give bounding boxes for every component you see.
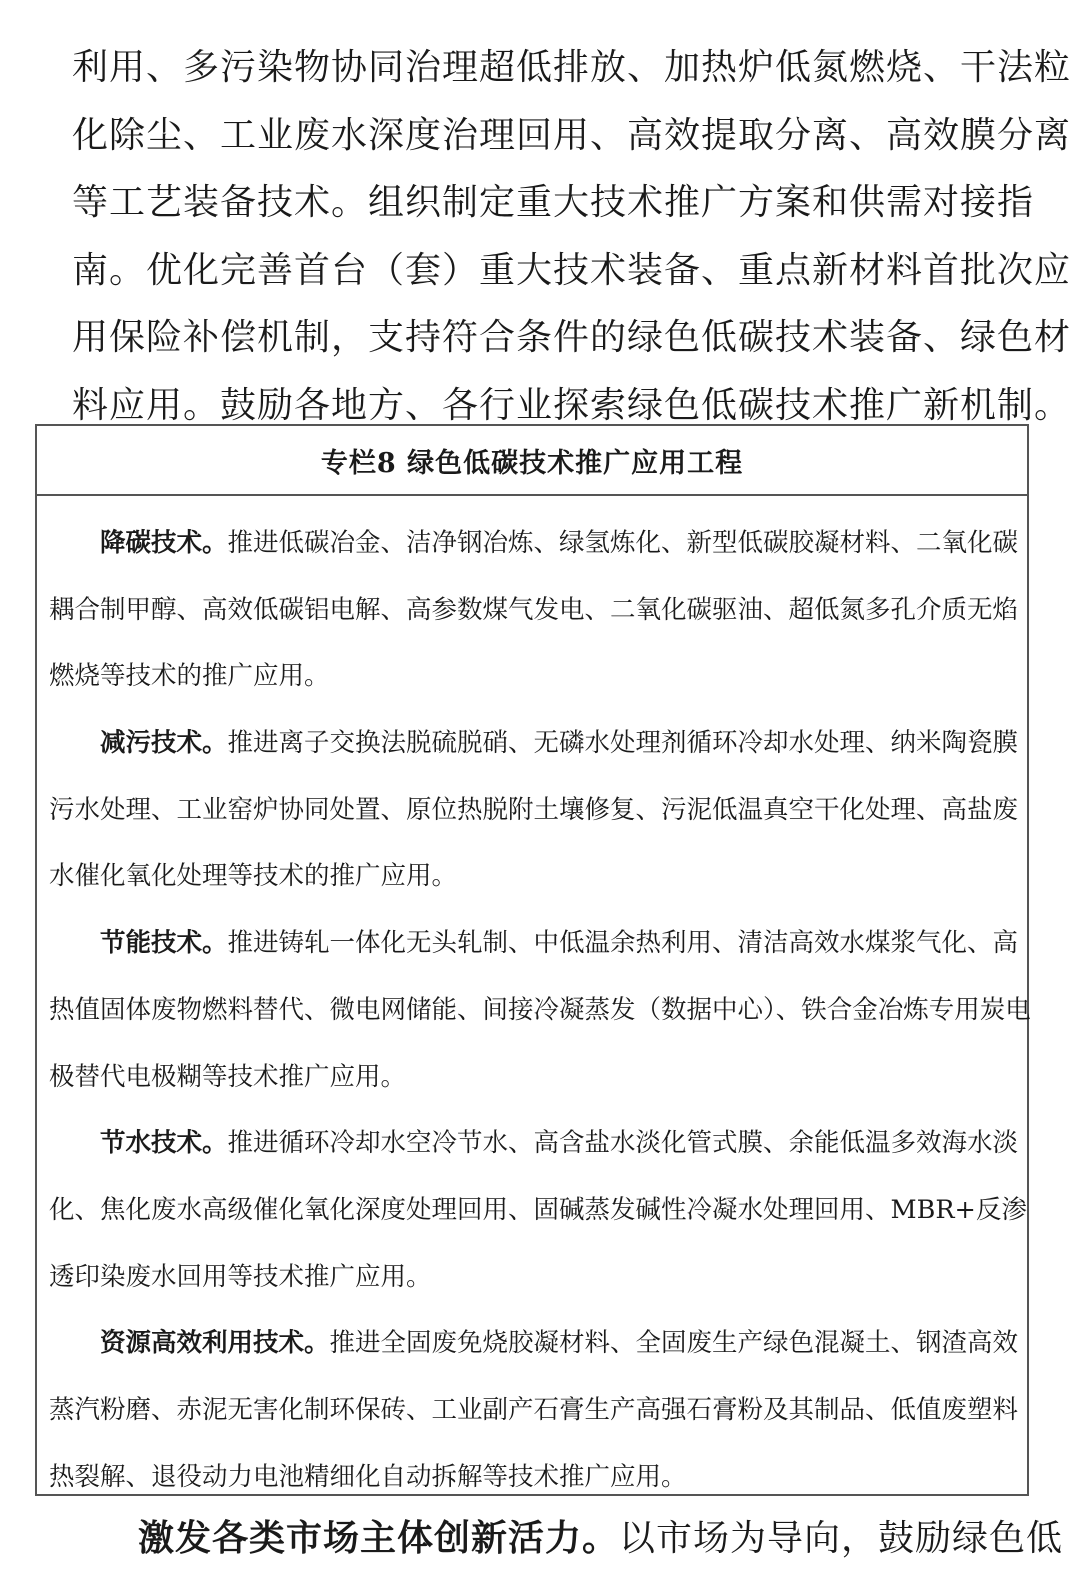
column-box xyxy=(35,424,1029,1496)
item-lead: 降碳技术。 xyxy=(100,528,228,558)
item-resource-efficiency xyxy=(49,1310,1017,1510)
paragraph-text: 以市场为导向，鼓励绿色低 xyxy=(619,1518,1064,1559)
item-text: 推进低碳冶金、洁净钢冶炼、绿氢炼化、新型低碳胶凝材料、二氧化碳 xyxy=(227,528,1019,558)
paragraph-line: 等工艺装备技术。组织制定重大技术推广方案和供需对接指 xyxy=(72,182,1035,223)
item-line: 透印染废水回用等技术推广应用。 xyxy=(49,1261,432,1292)
box-title: 专栏8 绿色低碳技术推广应用工程 xyxy=(37,426,1027,496)
closing-paragraph xyxy=(72,1505,1064,1572)
item-line: 蒸汽粉磨、赤泥无害化制环保砖、工业副产石膏生产高强石膏粉及其制品、低值废塑料 xyxy=(49,1394,1019,1425)
paragraph-line: 用保险补偿机制，支持符合条件的绿色低碳技术装备、绿色材 xyxy=(72,317,1072,358)
item-line: 极替代电极糊等技术推广应用。 xyxy=(49,1061,407,1092)
item-line xyxy=(49,510,1017,577)
item-line: 水催化氧化处理等技术的推广应用。 xyxy=(49,861,458,892)
item-line: 热值固体废物燃料替代、微电网储能、间接冷凝蒸发（数据中心）、铁合金冶炼专用炭电 xyxy=(49,994,1031,1025)
item-line: 燃烧等技术的推广应用。 xyxy=(49,661,330,692)
item-lead: 节能技术。 xyxy=(100,928,228,959)
paragraph-line: 料应用。鼓励各地方、各行业探索绿色低碳技术推广新机制。 xyxy=(72,384,1072,426)
item-water-saving xyxy=(49,1110,1027,1310)
paragraph-lead: 激发各类市场主体创新活力。 xyxy=(138,1518,620,1559)
paragraph-line: 利用、多污染物协同治理超低排放、加热炉低氮燃烧、干法粒 xyxy=(72,47,1072,88)
item-text: 推进铸轧一体化无头轧制、中低温余热利用、清洁高效水煤浆气化、高 xyxy=(227,928,1019,959)
item-energy-saving xyxy=(49,910,1031,1110)
item-line: 化、焦化废水高级催化氧化深度处理回用、固碱蒸发碱性冷凝水处理回用、MBR+反渗 xyxy=(49,1194,1027,1225)
item-line xyxy=(49,1110,1017,1177)
item-lead: 资源高效利用技术。 xyxy=(100,1328,330,1359)
item-line: 污水处理、工业窑炉协同处置、原位热脱附土壤修复、污泥低温真空干化处理、高盐废 xyxy=(49,794,1019,825)
item-lead: 节水技术。 xyxy=(100,1128,228,1159)
box-body xyxy=(37,496,1031,1510)
item-lead: 减污技术。 xyxy=(100,728,228,759)
intro-paragraph xyxy=(72,34,1072,439)
paragraph-line: 南。优化完善首台（套）重大技术装备、重点新材料首批次应 xyxy=(72,249,1072,291)
item-line: 热裂解、退役动力电池精细化自动拆解等技术推广应用。 xyxy=(49,1461,687,1492)
item-line xyxy=(49,710,1017,777)
paragraph-line: 化除尘、工业废水深度治理回用、高效提取分离、高效膜分离 xyxy=(72,114,1072,156)
item-text: 推进全固废免烧胶凝材料、全固废生产绿色混凝土、钢渣高效 xyxy=(329,1328,1019,1359)
item-line xyxy=(49,910,1017,977)
item-line: 耦合制甲醇、高效低碳铝电解、高参数煤气发电、二氧化碳驱油、超低氮多孔介质无焰 xyxy=(49,594,1019,625)
item-line xyxy=(49,1310,1017,1377)
item-text: 推进离子交换法脱硫脱硝、无磷水处理剂循环冷却水处理、纳米陶瓷膜 xyxy=(227,728,1019,759)
item-pollution-reduction xyxy=(49,710,1017,910)
item-carbon-reduction xyxy=(49,510,1017,710)
item-text: 推进循环冷却水空冷节水、高含盐水淡化管式膜、余能低温多效海水淡 xyxy=(227,1128,1019,1159)
